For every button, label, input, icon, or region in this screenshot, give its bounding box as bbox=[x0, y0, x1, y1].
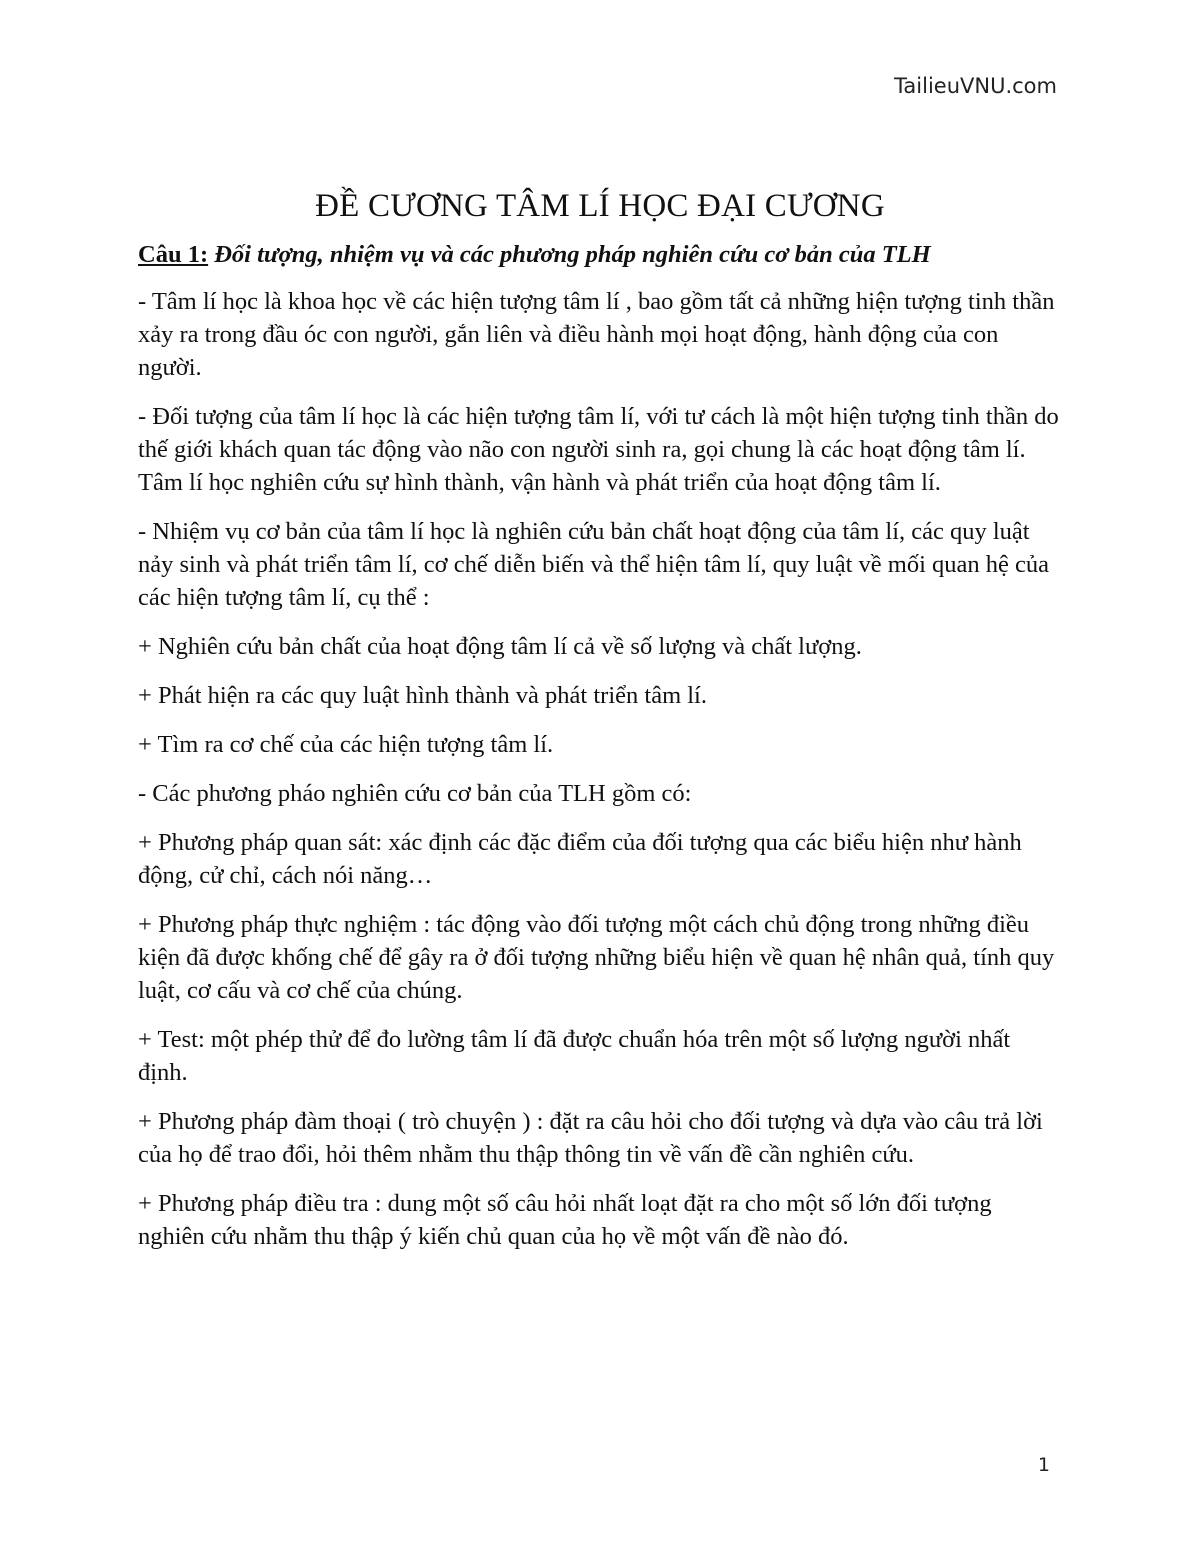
document-title: ĐỀ CƯƠNG TÂM LÍ HỌC ĐẠI CƯƠNG bbox=[315, 188, 885, 224]
bullet-item: + Phương pháp thực nghiệm : tác động vào đối tượng một cách chủ động trong những điều kiện đã được khống chế để gây ra ở đối tượng những biểu hiện về quan hệ nhân quả, tính quy luật, cơ cấu và cơ chế của chúng. bbox=[138, 911, 1055, 1004]
paragraph: - Nhiệm vụ cơ bản của tâm lí học là nghiên cứu bản chất hoạt động của tâm lí, các quy luật nảy sinh và phát triển tâm lí, cơ chế diễn biến và thể hiện tâm lí, quy luật về mối quan hệ của các hiện tượng tâm lí, cụ thể : bbox=[138, 518, 1050, 611]
question-text: Đối tượng, nhiệm vụ và các phương pháp nghiên cứu cơ bản của TLH bbox=[214, 241, 931, 268]
paragraph: - Tâm lí học là khoa học về các hiện tượng tâm lí , bao gồm tất cả những hiện tượng tinh thần xảy ra trong đầu óc con người, gắn liên và điều hành mọi hoạt động, hành động của con người. bbox=[138, 288, 1055, 381]
bullet-item: + Test: một phép thử để đo lường tâm lí đã được chuẩn hóa trên một số lượng người nhất định. bbox=[138, 1026, 1011, 1086]
question-heading bbox=[138, 238, 1062, 271]
bullet-item: + Phương pháp đàm thoại ( trò chuyện ) : đặt ra câu hỏi cho đối tượng và dựa vào câu trả lời của họ để trao đổi, hỏi thêm nhằm thu thập thông tin về vấn đề cần nghiên cứu. bbox=[138, 1108, 1043, 1168]
document-body bbox=[138, 184, 1062, 1269]
site-header: TailieuVNU.com bbox=[894, 74, 1057, 98]
question-number: Câu 1: bbox=[138, 241, 209, 268]
bullet-item: + Nghiên cứu bản chất của hoạt động tâm lí cả về số lượng và chất lượng. bbox=[138, 633, 862, 660]
bullet-item: + Phát hiện ra các quy luật hình thành và phát triển tâm lí. bbox=[138, 682, 707, 709]
paragraph: - Đối tượng của tâm lí học là các hiện tượng tâm lí, với tư cách là một hiện tượng tinh thần do thế giới khách quan tác động vào não con người sinh ra, gọi chung là các hoạt động tâm lí. Tâm lí học nghiên cứu sự hình thành, vận hành và phát triển của hoạt động tâm lí. bbox=[138, 403, 1059, 496]
bullet-item: + Phương pháp quan sát: xác định các đặc điểm của đối tượng qua các biểu hiện như hành động, cử chỉ, cách nói năng… bbox=[138, 829, 1022, 889]
bullet-item: + Phương pháp điều tra : dung một số câu hỏi nhất loạt đặt ra cho một số lớn đối tượng nghiên cứu nhằm thu thập ý kiến chủ quan của họ về một vấn đề nào đó. bbox=[138, 1190, 992, 1250]
paragraph: - Các phương pháo nghiên cứu cơ bản của TLH gồm có: bbox=[138, 780, 692, 807]
page-number: 1 bbox=[1037, 1454, 1050, 1476]
bullet-item: + Tìm ra cơ chế của các hiện tượng tâm lí. bbox=[138, 731, 554, 758]
